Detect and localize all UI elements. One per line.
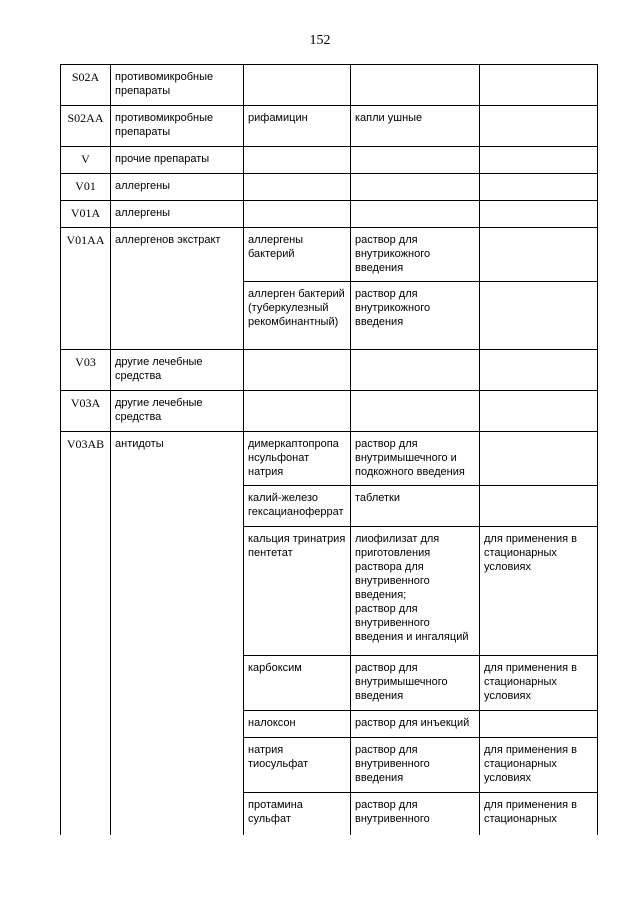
drug-table xyxy=(60,64,598,835)
atc-code xyxy=(61,486,111,527)
dosage-form xyxy=(351,391,480,432)
drug-name xyxy=(244,201,351,228)
table-row xyxy=(61,711,598,738)
atc-code: V01 xyxy=(61,174,111,201)
table-row xyxy=(61,65,598,106)
dosage-form: таблетки xyxy=(351,486,480,527)
group-name: аллергены xyxy=(111,174,244,201)
usage-note xyxy=(480,201,598,228)
group-name: антидоты xyxy=(111,432,244,486)
usage-note xyxy=(480,174,598,201)
table-row xyxy=(61,350,598,391)
table-row xyxy=(61,106,598,147)
group-name xyxy=(111,486,244,527)
table-row xyxy=(61,174,598,201)
group-name xyxy=(111,793,244,835)
drug-name xyxy=(244,391,351,432)
table-row xyxy=(61,147,598,174)
table-row xyxy=(61,656,598,711)
drug-name: аллерген бактерий (туберкулезный рекомбинантный) xyxy=(244,282,351,350)
usage-note xyxy=(480,711,598,738)
dosage-form: раствор для внутримышечного и подкожного введения xyxy=(351,432,480,486)
dosage-form: раствор для внутримышечного введения xyxy=(351,656,480,711)
drug-name xyxy=(244,350,351,391)
drug-name: карбоксим xyxy=(244,656,351,711)
group-name: аллергенов экстракт xyxy=(111,228,244,282)
usage-note xyxy=(480,391,598,432)
group-name xyxy=(111,711,244,738)
atc-code: V01A xyxy=(61,201,111,228)
group-name: другие лечебные средства xyxy=(111,391,244,432)
dosage-form xyxy=(351,65,480,106)
usage-note xyxy=(480,350,598,391)
usage-note xyxy=(480,228,598,282)
usage-note xyxy=(480,432,598,486)
drug-name: натрия тиосульфат xyxy=(244,738,351,793)
dosage-form xyxy=(351,350,480,391)
dosage-form xyxy=(351,147,480,174)
atc-code xyxy=(61,527,111,656)
group-name: аллергены xyxy=(111,201,244,228)
drug-name: кальция тринатрия пентетат xyxy=(244,527,351,656)
dosage-form: раствор для внутривенного введения xyxy=(351,738,480,793)
drug-name xyxy=(244,174,351,201)
table-row xyxy=(61,282,598,350)
drug-name: калий-железо гексацианоферрат xyxy=(244,486,351,527)
table-row xyxy=(61,738,598,793)
dosage-form: лиофилизат для приготовления раствора для внутривенного введения; раствор для внутривенного введения и ингаляций xyxy=(351,527,480,656)
atc-code: V03AB xyxy=(61,432,111,486)
atc-code: S02AA xyxy=(61,106,111,147)
group-name: прочие препараты xyxy=(111,147,244,174)
usage-note: для применения в стационарных xyxy=(480,793,598,835)
table-row xyxy=(61,793,598,835)
table-row xyxy=(61,486,598,527)
drug-name xyxy=(244,65,351,106)
drug-name: протамина сульфат xyxy=(244,793,351,835)
drug-name: налоксон xyxy=(244,711,351,738)
dosage-form xyxy=(351,174,480,201)
group-name xyxy=(111,527,244,656)
atc-code xyxy=(61,656,111,711)
atc-code xyxy=(61,793,111,835)
drug-name: аллергены бактерий xyxy=(244,228,351,282)
dosage-form xyxy=(351,201,480,228)
group-name: противомикробные препараты xyxy=(111,106,244,147)
dosage-form: раствор для внутрикожного введения xyxy=(351,228,480,282)
page-number: 152 xyxy=(309,33,331,48)
group-name xyxy=(111,656,244,711)
usage-note xyxy=(480,282,598,350)
dosage-form: раствор для внутрикожного введения xyxy=(351,282,480,350)
atc-code: V03A xyxy=(61,391,111,432)
atc-code xyxy=(61,711,111,738)
atc-code: V01AA xyxy=(61,228,111,282)
drug-name xyxy=(244,147,351,174)
atc-code xyxy=(61,738,111,793)
table-row xyxy=(61,432,598,486)
usage-note xyxy=(480,106,598,147)
atc-code xyxy=(61,282,111,350)
table-row xyxy=(61,228,598,282)
usage-note: для применения в стационарных условиях xyxy=(480,738,598,793)
dosage-form: капли ушные xyxy=(351,106,480,147)
group-name: противомикробные препараты xyxy=(111,65,244,106)
atc-code: V xyxy=(61,147,111,174)
usage-note xyxy=(480,486,598,527)
table-row xyxy=(61,391,598,432)
table-row xyxy=(61,201,598,228)
atc-code: V03 xyxy=(61,350,111,391)
atc-code: S02A xyxy=(61,65,111,106)
drug-name: димеркаптопропа нсульфонат натрия xyxy=(244,432,351,486)
dosage-form: раствор для инъекций xyxy=(351,711,480,738)
group-name xyxy=(111,738,244,793)
usage-note xyxy=(480,65,598,106)
dosage-form: раствор для внутривенного xyxy=(351,793,480,835)
group-name xyxy=(111,282,244,350)
drug-name: рифамицин xyxy=(244,106,351,147)
usage-note: для применения в стационарных условиях xyxy=(480,527,598,656)
usage-note xyxy=(480,147,598,174)
table-row xyxy=(61,527,598,656)
usage-note: для применения в стационарных условиях xyxy=(480,656,598,711)
group-name: другие лечебные средства xyxy=(111,350,244,391)
